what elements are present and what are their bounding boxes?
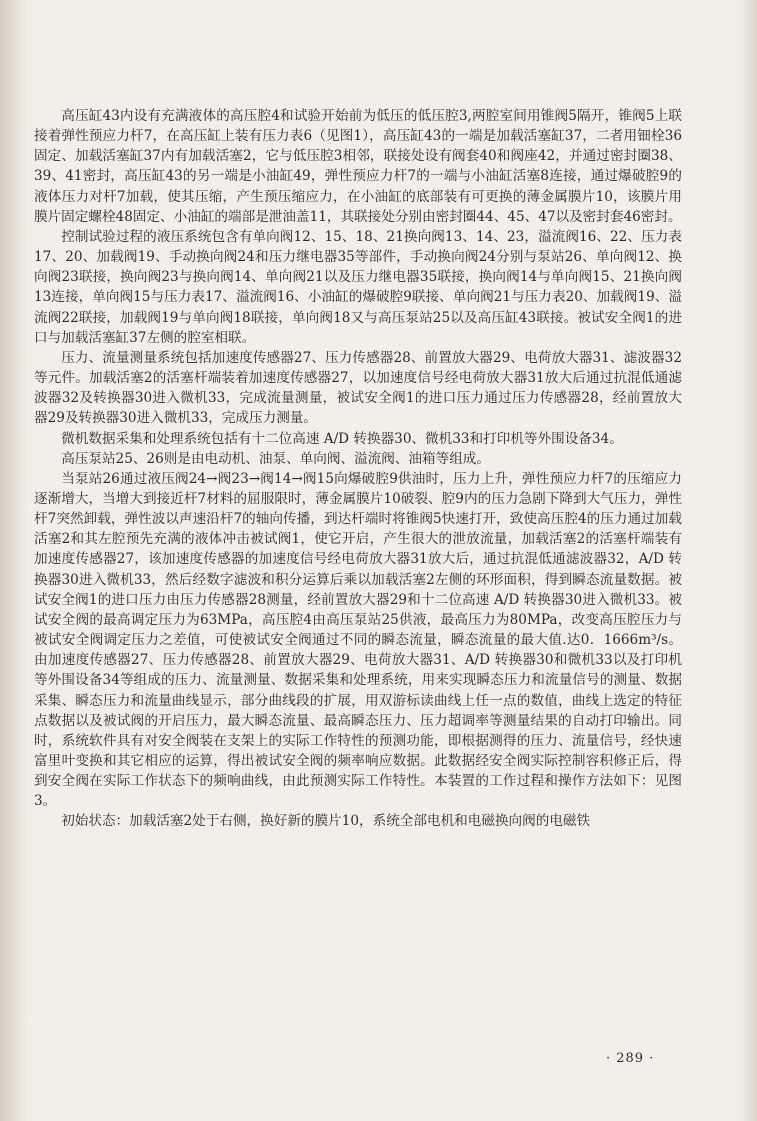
paragraph-working-principle: 当泵站26通过液压阀24→阀23→阀14→阀15向爆破腔9供油时，压力上升，弹性预应力杆7的压缩应力逐渐增大，当增大到接近杆7材料的屈服限时，薄金属膜片10破裂、腔9内的压力急剧下降到大气压力，弹性杆7突然卸载，弹性波以声速沿杆7的轴向传播，到达杆端时将锥阀5快速打开，致使高压腔4的压力通过加载活塞2和其左腔预先充满的液体冲击被试阀1，使它开启，产生很大的泄放流量，加载活塞2的活塞杆端装有加速度传感器27，该加速度传感器的加速度信号经电荷放大器31放大后，通过抗混低通滤波器32，A/D 转换器30进入微机33，然后经数字滤波和积分运算后乘以加载活塞2左侧的环形面积，得到瞬态流量数据。被试安全阀1的进口压力由压力传感器28测量，经前置放大器29和十二位高速 A/D 转换器30进入微机33。被试安全阀的最高调定压力为63MPa，高压腔4由高压泵站25供液，最高压力为80MPa，改变高压腔压力与被试安全阀调定压力之差值，可使被试安全阀通过不同的瞬态流量，瞬态流量的最大值.达0．1666m³/s。由加速度传感器27、压力传感器28、前置放大器29、电荷放大器31、A/D 转换器30和微机33以及打印机等外围设备34等组成的压力、流量测量、数据采集和处理系统，用来实现瞬态压力和流量信号的测量、数据采集、瞬态压力和流量曲线显示，部分曲线段的扩展，用双游标读曲线上任一点的数值，曲线上选定的特征点数据以及被试阀的开启压力，最大瞬态流量、最高瞬态压力、压力超调率等测量结果的自动打印输出。同时，系统软件具有对安全阀装在支架上的实际工作特性的预测功能，即根据测得的压力、流量信号，经快速富里叶变换和其它相应的运算，得出被试安全阀的频率响应数据。此数据经安全阀实际控制容积修正后，得到安全阀在实际工作状态下的频响曲线，由此预测实际工作特性。本装置的工作过程和操作方法如下：见图3。 — [34, 470, 682, 810]
paragraph-pump-station: 高压泵站25、26则是由电动机、油泵、单向阀、溢流阀、油箱等组成。 — [61, 450, 490, 467]
paragraph-hydraulic-system: 控制试验过程的液压系统包含有单向阀12、15、18、21换向阀13、14、23，溢流阀16、22、压力表17、20、加载阀19、手动换向阀24和压力继电器35等部件，手动换向阀24分别与泵站26、单向阀12、换向阀23联接，换向阀23与换向阀14、单向阀21以及压力继电器35联接，换向阀14与单向阀15、21换向阀13连接，单向阀15与压力表17、溢流阀16、小油缸的爆破腔9联接、单向阀21与压力表20、加载阀19、溢流阀22联接，加载阀19与单向阀18联接，单向阀18又与高压泵站25以及高压缸43联接。被试安全阀1的进口与加载活塞缸37左侧的腔室相联。 — [34, 228, 682, 346]
paragraph-measurement-system: 压力、流量测量系统包括加速度传感器27、压力传感器28、前置放大器29、电荷放大器31、滤波器32等元件。加载活塞2的活塞杆端装着加速度传感器27，以加速度信号经电荷放大器31放大后通过抗混低通滤波器32及转换器30进入微机33，完成流量测量，被试安全阀1的进口压力通过压力传感器28，经前置放大器29及转换器30进入微机33，完成压力测量。 — [34, 349, 682, 427]
page-number: · 289 · — [606, 1051, 655, 1066]
paragraph-initial-state: 初始状态：加载活塞2处于右侧，换好新的膜片10，系统全部电机和电磁换向阀的电磁铁 — [61, 813, 591, 830]
paragraph-high-pressure-cylinder: 高压缸43内设有充满液体的高压腔4和试验开始前为低压的低压腔3,两腔室间用锥阀5隔开，锥阀5上联接着弹性预应力杆7，在高压缸上装有压力表6（见图1），高压缸43的一端是加载活塞缸37，二者用钿栓36固定、加载活塞缸37内有加载活塞2，它与低压腔3相邻，联接处设有阀套40和阀座42，并通过密封圈38、39、41密封，高压缸43的另一端是小油缸49，弹性预应力杆7的一端与小油缸活塞8连接，通过爆破腔9的液体压力对杆7加载，使其压缩，产生预压缩应力，在小油缸的底部装有可更换的薄金属膜片10，该膜片用膜片固定螺栓48固定、小油缸的端部是泄油盖11，其联接处分别由密封圈44、45、47以及密封套46密封。 — [34, 108, 682, 225]
body-text — [34, 106, 682, 832]
paragraph-data-acquisition: 微机数据采集和处理系统包括有十二位高速 A/D 转换器30、微机33和打印机等外围设备34。 — [61, 430, 623, 447]
